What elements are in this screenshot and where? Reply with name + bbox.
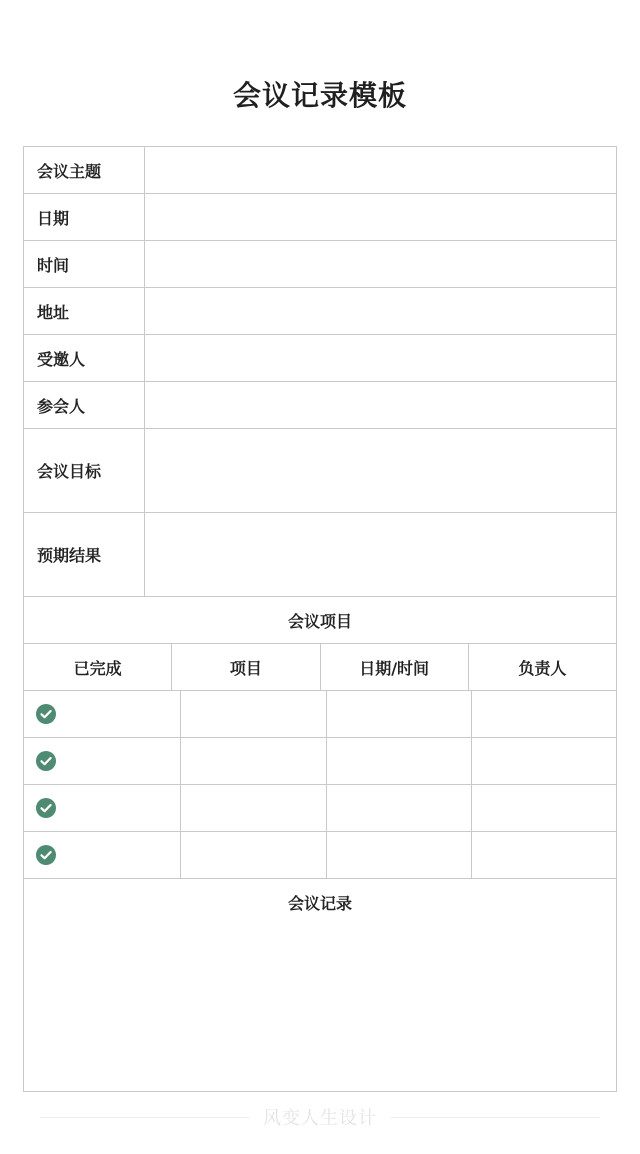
owner-cell[interactable] — [472, 785, 616, 831]
meeting-minutes-table — [23, 146, 617, 1092]
page-title: 会议记录模板 — [232, 79, 407, 112]
column-header-done: 已完成 — [24, 644, 172, 690]
info-row-time — [24, 241, 616, 288]
info-row-invitees — [24, 335, 616, 382]
footer-divider-left — [40, 1117, 249, 1118]
info-value-topic[interactable] — [145, 147, 616, 193]
footer-divider-right — [391, 1117, 600, 1118]
footer-watermark — [40, 1104, 600, 1130]
info-label-address: 地址 — [24, 288, 145, 334]
done-cell[interactable] — [24, 785, 181, 831]
info-row-goal — [24, 429, 616, 513]
owner-cell[interactable] — [472, 691, 616, 737]
done-cell[interactable] — [24, 832, 181, 878]
info-value-attendees[interactable] — [145, 382, 616, 428]
datetime-cell[interactable] — [327, 785, 472, 831]
info-value-address[interactable] — [145, 288, 616, 334]
info-value-expected-result[interactable] — [145, 513, 616, 596]
item-cell[interactable] — [181, 832, 326, 878]
item-cell[interactable] — [181, 785, 326, 831]
info-value-date[interactable] — [145, 194, 616, 240]
info-label-attendees: 参会人 — [24, 382, 145, 428]
watermark-text: 风变人生设计 — [263, 1108, 377, 1129]
done-cell[interactable] — [24, 738, 181, 784]
info-row-topic — [24, 147, 616, 194]
column-header-item: 项目 — [172, 644, 320, 690]
info-value-time[interactable] — [145, 241, 616, 287]
check-circle-icon[interactable] — [36, 845, 56, 865]
item-cell[interactable] — [181, 691, 326, 737]
agenda-section-title: 会议项目 — [24, 597, 616, 644]
datetime-cell[interactable] — [327, 691, 472, 737]
column-header-datetime: 日期/时间 — [321, 644, 469, 690]
notes-section-title: 会议记录 — [287, 894, 352, 913]
notes-section[interactable] — [24, 879, 616, 1091]
info-value-invitees[interactable] — [145, 335, 616, 381]
check-circle-icon[interactable] — [36, 751, 56, 771]
datetime-cell[interactable] — [327, 738, 472, 784]
info-row-attendees — [24, 382, 616, 429]
info-label-topic: 会议主题 — [24, 147, 145, 193]
agenda-row — [24, 691, 616, 738]
agenda-row — [24, 738, 616, 785]
info-row-date — [24, 194, 616, 241]
check-circle-icon[interactable] — [36, 704, 56, 724]
info-row-address — [24, 288, 616, 335]
agenda-row — [24, 832, 616, 879]
owner-cell[interactable] — [472, 832, 616, 878]
info-label-invitees: 受邀人 — [24, 335, 145, 381]
check-circle-icon[interactable] — [36, 798, 56, 818]
datetime-cell[interactable] — [327, 832, 472, 878]
column-header-owner: 负责人 — [518, 658, 567, 678]
info-row-expected-result — [24, 513, 616, 597]
agenda-row — [24, 785, 616, 832]
agenda-header-row — [24, 644, 616, 691]
info-label-expected-result: 预期结果 — [24, 513, 145, 596]
done-cell[interactable] — [24, 691, 181, 737]
info-label-date: 日期 — [24, 194, 145, 240]
info-label-time: 时间 — [24, 241, 145, 287]
info-label-goal: 会议目标 — [24, 429, 145, 512]
info-value-goal[interactable] — [145, 429, 616, 512]
owner-cell[interactable] — [472, 738, 616, 784]
item-cell[interactable] — [181, 738, 326, 784]
